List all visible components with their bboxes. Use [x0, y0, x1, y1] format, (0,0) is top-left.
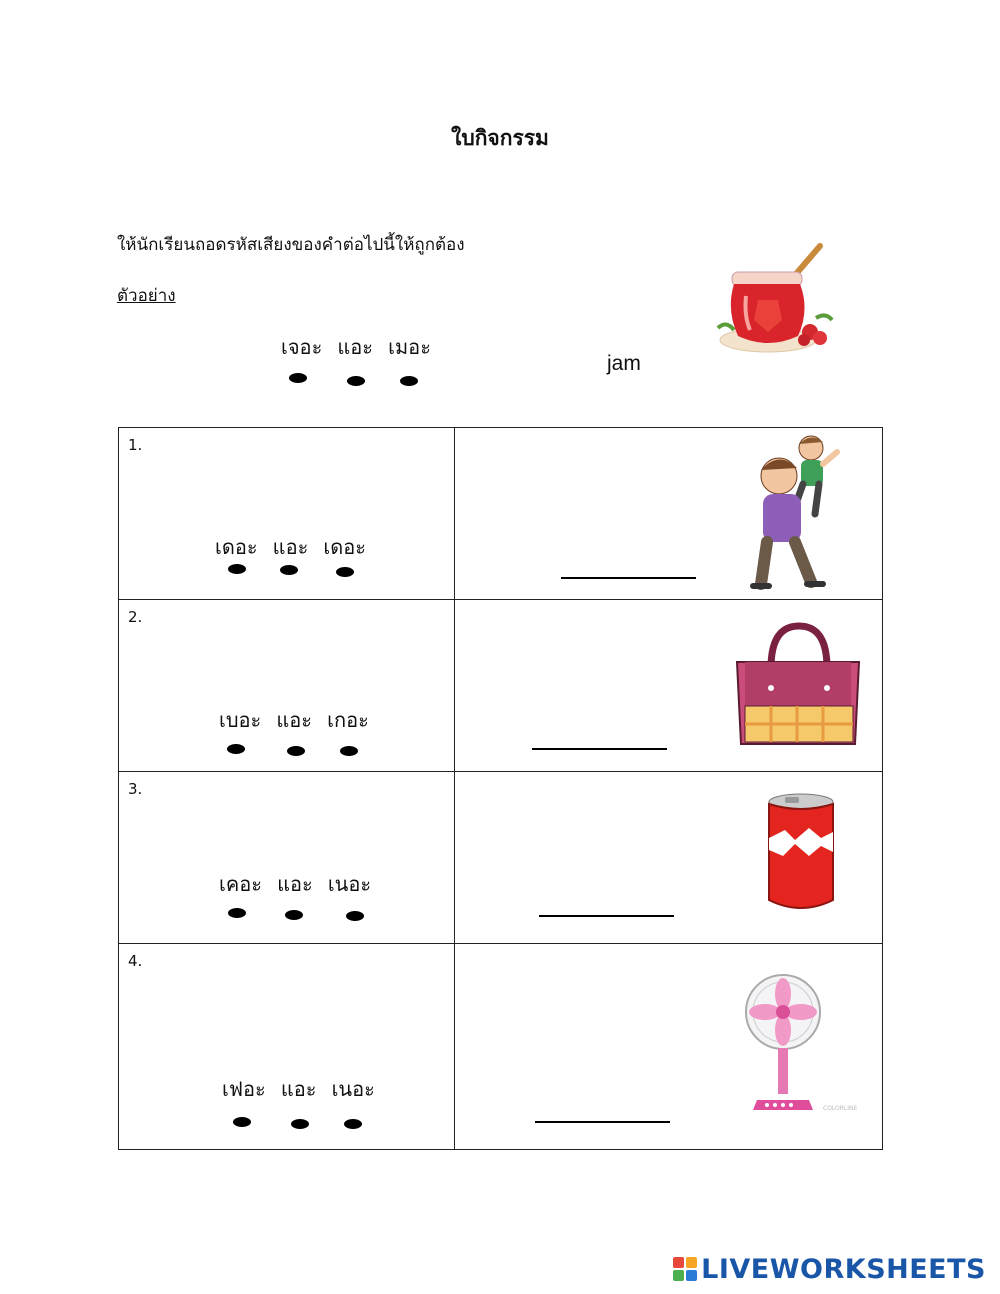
syllable: เฟอะ — [222, 1077, 266, 1101]
answer-cell — [455, 944, 883, 1150]
sound-dot — [340, 746, 358, 756]
sound-dot — [228, 564, 246, 574]
syllable: เจอะ — [281, 335, 323, 359]
code-cell — [119, 600, 455, 772]
handbag-image — [731, 622, 865, 750]
sound-dot — [280, 565, 298, 575]
answer-blank[interactable] — [561, 577, 696, 579]
answer-cell — [455, 600, 883, 772]
answer-blank[interactable] — [532, 748, 667, 750]
electric-fan-image — [745, 972, 863, 1116]
example-answer: jam — [607, 352, 641, 375]
syllable: เดอะ — [323, 535, 366, 559]
logo-icon — [673, 1257, 697, 1281]
jam-jar-image — [706, 240, 841, 362]
table-row — [119, 772, 883, 944]
table-row — [119, 428, 883, 600]
item-number: 1. — [128, 436, 143, 454]
table-row — [119, 600, 883, 772]
sound-dot — [285, 910, 303, 920]
syllable: แอะ — [337, 335, 374, 359]
table-row — [119, 944, 883, 1150]
code-cell — [119, 944, 455, 1150]
sound-dot — [287, 746, 305, 756]
page-title: ใบกิจกรรม — [451, 126, 549, 150]
syllable: เคอะ — [219, 872, 262, 896]
sound-dot — [227, 744, 245, 754]
sound-dot — [400, 376, 418, 386]
syllable: แอะ — [277, 872, 313, 896]
sound-dot — [336, 567, 354, 577]
soda-can-image — [765, 792, 837, 914]
code-cell — [119, 772, 455, 944]
exercise-table — [118, 427, 883, 1150]
sound-dot — [233, 1117, 251, 1127]
sound-dot — [346, 911, 364, 921]
sound-dot — [347, 376, 365, 386]
sound-dot — [289, 373, 307, 383]
answer-blank[interactable] — [539, 915, 674, 917]
item-number: 3. — [128, 780, 143, 798]
syllable: เบอะ — [219, 708, 262, 732]
syllable: เดอะ — [215, 535, 258, 559]
syllable: เนอะ — [331, 1077, 375, 1101]
syllable: แอะ — [272, 535, 309, 559]
syllable: แอะ — [276, 708, 313, 732]
instruction-text: ให้นักเรียนถอดรหัสเสียงของคำต่อไปนี้ให้ถูกต้อง — [117, 235, 465, 255]
sound-dot — [291, 1119, 309, 1129]
answer-cell — [455, 772, 883, 944]
logo-text: LIVEWORKSHEETS — [701, 1253, 986, 1285]
syllables — [219, 704, 369, 736]
syllables — [222, 1073, 375, 1105]
answer-blank[interactable] — [535, 1121, 670, 1123]
watermark-text: COLORLINE — [823, 1105, 858, 1112]
syllable: เกอะ — [327, 708, 369, 732]
sound-dot — [228, 908, 246, 918]
dad-carrying-child-image — [749, 432, 849, 592]
example-label: ตัวอย่าง — [117, 286, 176, 306]
code-cell — [119, 428, 455, 600]
syllable: แอะ — [280, 1077, 317, 1101]
sound-dot — [344, 1119, 362, 1129]
syllable: เนอะ — [327, 872, 372, 896]
liveworksheets-logo — [673, 1252, 986, 1286]
example-syllables — [281, 331, 431, 363]
syllables — [219, 868, 371, 900]
answer-cell — [455, 428, 883, 600]
syllable: เมอะ — [388, 335, 431, 359]
syllables — [215, 531, 366, 563]
item-number: 4. — [128, 952, 143, 970]
item-number: 2. — [128, 608, 143, 626]
